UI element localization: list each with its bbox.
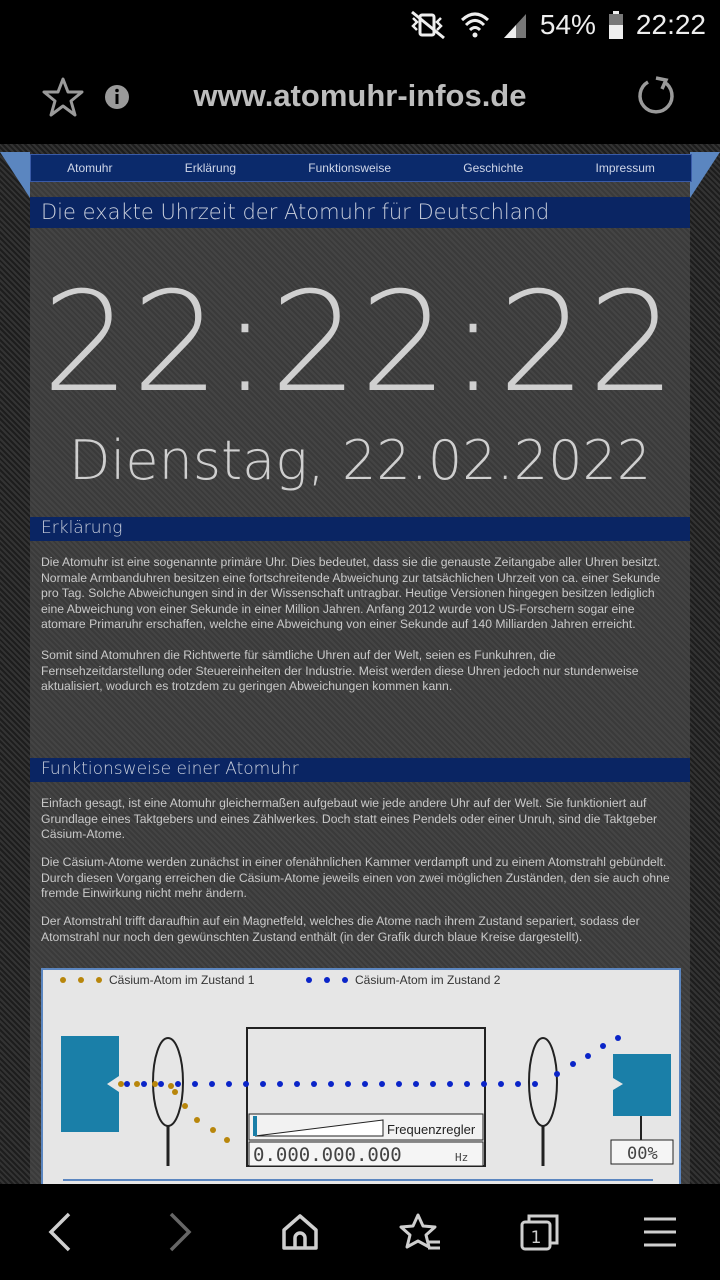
atom-dot [464, 1081, 470, 1087]
atom-dot [260, 1081, 266, 1087]
atom-dot [182, 1103, 188, 1109]
back-button[interactable] [0, 1184, 120, 1280]
wifi-icon [460, 10, 490, 40]
atom-dot [600, 1043, 606, 1049]
atom-dot [532, 1081, 538, 1087]
atom-dot [345, 1081, 351, 1087]
home-icon [280, 1212, 320, 1252]
atom-dot [328, 1081, 334, 1087]
atom-dot [515, 1081, 521, 1087]
tabs-icon [519, 1212, 561, 1252]
content-area [30, 182, 690, 1184]
atom-dot [362, 1081, 368, 1087]
function-header [30, 758, 690, 782]
slider-label: Frequenzregler [387, 1122, 476, 1137]
ribbon-left [0, 152, 30, 198]
atom-dot [175, 1081, 181, 1087]
battery-icon [608, 10, 624, 40]
atomic-time: 22:22:22 [42, 262, 678, 423]
clock: 22:22 [635, 9, 706, 40]
atom-dot [413, 1081, 419, 1087]
atom-dot [615, 1035, 621, 1041]
oven-chamber [61, 1036, 119, 1132]
home-button[interactable] [240, 1184, 360, 1280]
atomic-date: Dienstag, 22.02.2022 [68, 429, 652, 492]
atom-dot [192, 1081, 198, 1087]
explanation-title: Erklärung [41, 518, 123, 538]
counter-unit: Hz [455, 1151, 469, 1164]
atom-dot [210, 1127, 216, 1133]
beam-state1 [118, 1081, 230, 1143]
explanation-paragraph: Somit sind Atomuhren die Richtwerte für sämtliche Uhren auf der Welt, seien es Funkuhren, die Fernsehzeitdarstellung oder Steuereinheiten der Industrie. Meist werden diese Uhren jedoch nur stundenweise aktualisiert, wodurch es trotzdem zu geringen Abweichungen kommen kann. [41, 648, 639, 694]
frequency-slider[interactable] [249, 1114, 483, 1140]
bookmarks-button[interactable] [360, 1184, 480, 1280]
atom-dot [194, 1117, 200, 1123]
atom-dot [379, 1081, 385, 1087]
atom-dot [134, 1081, 140, 1087]
atomic-clock-diagram [41, 968, 681, 1184]
function-paragraph: Der Atomstrahl trifft daraufhin auf ein Magnetfeld, welches die Atome nach ihrem Zustand separiert, sodass der Atomstrahl nur noch den gewünschten Zustand enthält (in der Grafik durch blaue Kreise dargestellt). [41, 914, 640, 944]
atom-dot [152, 1081, 158, 1087]
atom-dot [294, 1081, 300, 1087]
nav-funktionsweise[interactable]: Funktionsweise [308, 161, 392, 175]
function-paragraph: Einfach gesagt, ist eine Atomuhr gleichermaßen aufgebaut wie jede andere Uhr auf der Welt. Sie funktioniert auf Grundlage eines Taktgebers und eines Zählwerkes. Doch statt eines Pendels oder einer Unruh, sind die Taktgeber Cäsium-Atome. [41, 796, 658, 842]
atom-dot [498, 1081, 504, 1087]
forward-icon [165, 1210, 195, 1254]
atom-dot [168, 1083, 174, 1089]
atom-dot [447, 1081, 453, 1087]
web-page [0, 144, 720, 1184]
diagram-graphic [43, 970, 679, 1184]
explanation-paragraph: Die Atomuhr ist eine sogenannte primäre Uhr. Dies bedeutet, dass sie die genauste Zeitangabe aller Uhren besitzt. Normale Armbanduhren besitzen eine fortschreitende Abweichung zur tatsächlichen Uhrzeit von ca. einer Sekunde pro Tag. Solche Abweichungen sind in der Wissenschaft untragbar. Heutige Versionen hingegen besitzen lediglich eine Abweichung von einer Sekunde in einer Million Jahren. Anfang 2012 wurde von US-Forschern sogar eine atomare Primaruhr erschaffen, welche eine Abweichung von einer Sekunde auf 140 Milliarden Jahren erreicht. [41, 555, 661, 632]
atom-dot [311, 1081, 317, 1087]
function-paragraph: Die Cäsium-Atome werden zunächst in einer ofenähnlichen Kammer verdampft und zu einem Atomstrahl gebündelt. Durch diesen Vorgang erreichen die Cäsium-Atome jeweils einen von zwei möglichen Zuständen, den sie auch ohne fremde Einwirkung nicht mehr ändern. [41, 855, 670, 901]
atom-dot [209, 1081, 215, 1087]
beam-state2 [124, 1035, 621, 1087]
detector-percent: 00% [627, 1144, 658, 1164]
atom-dot [224, 1137, 230, 1143]
info-icon[interactable] [104, 84, 130, 110]
detector [613, 1054, 671, 1116]
atom-dot [396, 1081, 402, 1087]
atom-dot [124, 1081, 130, 1087]
atom-dot [430, 1081, 436, 1087]
atom-dot [172, 1089, 178, 1095]
atom-dot [226, 1081, 232, 1087]
atom-dot [243, 1081, 249, 1087]
function-title: Funktionsweise einer Atomuhr [41, 759, 299, 779]
signal-icon [502, 10, 528, 40]
back-icon [45, 1210, 75, 1254]
ribbon-right [690, 152, 720, 198]
bookmark-star-icon[interactable] [42, 76, 84, 118]
battery-percent: 54% [539, 9, 596, 40]
menu-icon [642, 1216, 678, 1248]
mute-vibrate-icon [408, 10, 448, 40]
nav-geschichte[interactable]: Geschichte [463, 161, 524, 175]
bookmarks-icon [398, 1212, 442, 1252]
nav-impressum[interactable]: Impressum [595, 161, 655, 175]
legend-state1-label: Cäsium-Atom im Zustand 1 [109, 973, 255, 987]
menu-button[interactable] [600, 1184, 720, 1280]
atom-dot [118, 1081, 124, 1087]
clock-section-title: Die exakte Uhrzeit der Atomuhr für Deutschland [41, 200, 550, 224]
status-bar [0, 0, 720, 50]
browser-bottom-bar [0, 1184, 720, 1280]
nav-atomuhr[interactable]: Atomuhr [67, 161, 113, 175]
atom-dot [141, 1081, 147, 1087]
url-field[interactable]: www.atomuhr-infos.de [193, 78, 527, 113]
tab-count: 1 [530, 1228, 542, 1248]
counter-value: 0.000.000.000 [253, 1144, 402, 1166]
tabs-button[interactable] [480, 1184, 600, 1280]
legend-state2 [306, 973, 501, 987]
clock-section-header [30, 197, 690, 228]
atom-dot [554, 1071, 560, 1077]
nav-erklaerung[interactable]: Erklärung [184, 161, 237, 175]
explanation-header [30, 517, 690, 541]
forward-button[interactable] [120, 1184, 240, 1280]
reload-icon[interactable] [636, 76, 676, 116]
frequency-counter [249, 1142, 483, 1166]
legend-state1 [60, 973, 255, 987]
atom-dot [481, 1081, 487, 1087]
atom-dot [158, 1081, 164, 1087]
site-nav [30, 154, 692, 182]
legend-state2-label: Cäsium-Atom im Zustand 2 [355, 973, 501, 987]
atom-dot [570, 1061, 576, 1067]
atom-dot [585, 1053, 591, 1059]
atom-dot [277, 1081, 283, 1087]
browser-toolbar [0, 50, 720, 144]
